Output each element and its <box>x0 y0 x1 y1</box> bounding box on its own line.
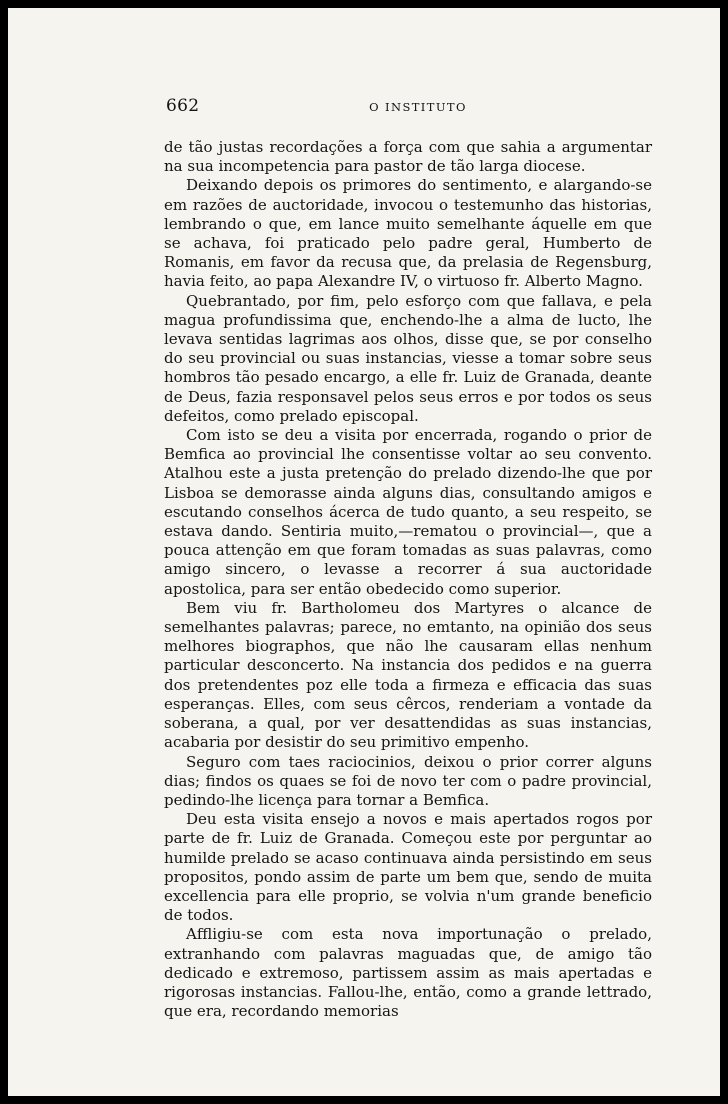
body-text <box>164 138 652 1021</box>
paragraph-1: de tão justas recordações a força com que sahia a argumentar na sua incompetencia para pastor de tão larga diocese. <box>164 138 652 176</box>
paragraph-4: Com isto se deu a visita por encerrada, rogando o prior de Bemfica ao provincial lhe consentisse voltar ao seu convento. Atalhou este a justa pretenção do prelado dizendo-lhe que por Lisboa se demorasse ainda alguns dias, consultando amigos e escutando conselhos ácerca de tudo quanto, a seu respeito, se estava dando. Sentiria muito,—rematou o provincial—, que a pouca attenção em que foram tomadas as suas palavras, como amigo sincero, o levasse a recorrer á sua auctoridade apostolica, para ser então obedecido como superior. <box>164 426 652 598</box>
paragraph-2: Deixando depois os primores do sentimento, e alargando-se em razões de auctoridade, invocou o testemunho das historias, lembrando o que, em lance muito semelhante áquelle em que se achava, foi praticado pelo padre geral, Humberto de Romanis, em favor da recusa que, da prelasia de Regensburg, havia feito, ao papa Alexandre IV, o virtuoso fr. Alberto Magno. <box>164 176 652 291</box>
paragraph-6: Seguro com taes raciocinios, deixou o prior correr alguns dias; findos os quaes se foi de novo ter com o padre provincial, pedindo-lhe licença para tornar a Bemfica. <box>164 752 652 809</box>
book-page <box>8 8 720 1096</box>
page-number: 662 <box>166 96 200 116</box>
paragraph-8: Affligiu-se com esta nova importunação o prelado, extranhando com palavras maguadas que, de amigo tão dedicado e extremoso, partissem assim as mais apertadas e rigorosas instancias. Fallou-lhe, então, como a grande lettrado, que era, recordando memorias <box>164 925 652 1021</box>
paragraph-3: Quebrantado, por fim, pelo esforço com que fallava, e pela magua profundissima que, enchendo-lhe a alma de lucto, lhe levava sentidas lagrimas aos olhos, disse que, se por conselho do seu provincial ou suas instancias, viesse a tomar sobre seus hombros tão pesado encargo, a elle fr. Luiz de Granada, deante de Deus, fazia responsavel pelos seus erros e por todos os seus defeitos, como prelado episcopal. <box>164 291 652 425</box>
paragraph-5: Bem viu fr. Bartholomeu dos Martyres o alcance de semelhantes palavras; parece, no emtanto, na opinião dos seus melhores biographos, que não lhe causaram ellas nenhum particular desconcerto. Na instancia dos pedidos e na guerra dos pretendentes poz elle toda a firmeza e efficacia das suas esperanças. Elles, com seus cêrcos, renderiam a vontade da soberana, a qual, por ver desattendidas as suas instancias, acabaria por desistir do seu primitivo empenho. <box>164 598 652 752</box>
paragraph-7: Deu esta visita ensejo a novos e mais apertados rogos por parte de fr. Luiz de Granada. Começou este por perguntar ao humilde prelado se acaso continuava ainda persistindo em seus propositos, pondo assim de parte um bem que, sendo de muita excellencia para elle proprio, se volvia n'um grande beneficio de todos. <box>164 810 652 925</box>
running-title: O INSTITUTO <box>369 100 467 114</box>
page-header <box>166 96 650 120</box>
